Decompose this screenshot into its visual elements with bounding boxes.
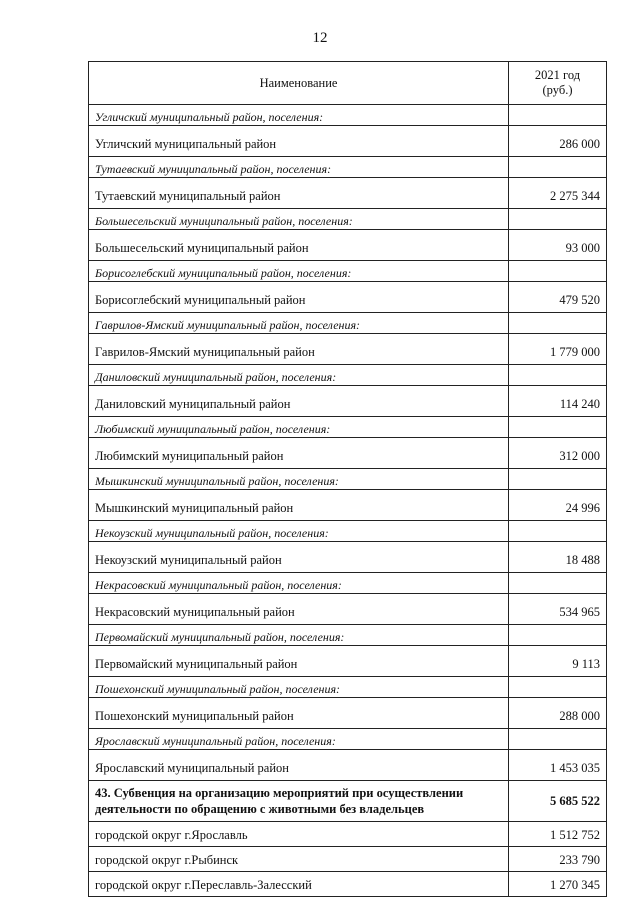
empty-value-cell xyxy=(509,573,607,594)
group-label: Даниловский муниципальный район, поселения: xyxy=(89,365,509,386)
empty-value-cell xyxy=(509,469,607,490)
city-name: городской округ г.Переславль-Залесский xyxy=(89,872,509,897)
empty-value-cell xyxy=(509,677,607,698)
district-row xyxy=(89,438,607,469)
city-name: городской округ г.Рыбинск xyxy=(89,847,509,872)
group-label: Тутаевский муниципальный район, поселения: xyxy=(89,157,509,178)
district-row xyxy=(89,230,607,261)
group-header-row xyxy=(89,469,607,490)
group-header-row xyxy=(89,365,607,386)
group-label: Мышкинский муниципальный район, поселения: xyxy=(89,469,509,490)
district-value: 286 000 xyxy=(509,126,607,157)
table-body xyxy=(89,105,607,897)
district-row xyxy=(89,490,607,521)
column-header-year-label: 2021 год xyxy=(534,68,581,82)
group-header-row xyxy=(89,209,607,230)
group-header-row xyxy=(89,677,607,698)
empty-value-cell xyxy=(509,729,607,750)
empty-value-cell xyxy=(509,313,607,334)
district-value: 18 488 xyxy=(509,542,607,573)
district-value: 312 000 xyxy=(509,438,607,469)
group-label: Ярославский муниципальный район, поселения: xyxy=(89,729,509,750)
subvention-title: 43. Субвенция на организацию мероприятий при осуществлении деятельности по обращению с животными без владельцев xyxy=(89,781,509,822)
district-name: Большесельский муниципальный район xyxy=(89,230,509,261)
district-name: Гаврилов-Ямский муниципальный район xyxy=(89,334,509,365)
city-value: 233 790 xyxy=(509,847,607,872)
district-value: 114 240 xyxy=(509,386,607,417)
district-row xyxy=(89,126,607,157)
empty-value-cell xyxy=(509,261,607,282)
group-label: Некрасовский муниципальный район, поселения: xyxy=(89,573,509,594)
column-header-year-unit: (руб.) xyxy=(542,83,573,97)
city-row xyxy=(89,822,607,847)
district-name: Любимский муниципальный район xyxy=(89,438,509,469)
district-row xyxy=(89,698,607,729)
city-value: 1 512 752 xyxy=(509,822,607,847)
group-label: Первомайский муниципальный район, поселения: xyxy=(89,625,509,646)
district-name: Угличский муниципальный район xyxy=(89,126,509,157)
city-row xyxy=(89,872,607,897)
district-row xyxy=(89,542,607,573)
group-header-row xyxy=(89,157,607,178)
district-row xyxy=(89,750,607,781)
district-value: 24 996 xyxy=(509,490,607,521)
group-header-row xyxy=(89,313,607,334)
group-header-row xyxy=(89,573,607,594)
district-value: 534 965 xyxy=(509,594,607,625)
district-row xyxy=(89,334,607,365)
group-header-row xyxy=(89,261,607,282)
district-row xyxy=(89,282,607,313)
page-number: 12 xyxy=(312,30,328,46)
district-row xyxy=(89,646,607,677)
group-label: Угличский муниципальный район, поселения: xyxy=(89,105,509,126)
city-value: 1 270 345 xyxy=(509,872,607,897)
district-name: Даниловский муниципальный район xyxy=(89,386,509,417)
subvention-row xyxy=(89,781,607,822)
district-name: Мышкинский муниципальный район xyxy=(89,490,509,521)
district-name: Борисоглебский муниципальный район xyxy=(89,282,509,313)
budget-table xyxy=(88,61,607,897)
empty-value-cell xyxy=(509,157,607,178)
district-value: 93 000 xyxy=(509,230,607,261)
district-value: 9 113 xyxy=(509,646,607,677)
empty-value-cell xyxy=(509,209,607,230)
city-name: городской округ г.Ярославль xyxy=(89,822,509,847)
district-value: 479 520 xyxy=(509,282,607,313)
district-value: 1 453 035 xyxy=(509,750,607,781)
district-name: Тутаевский муниципальный район xyxy=(89,178,509,209)
city-row xyxy=(89,847,607,872)
district-name: Некрасовский муниципальный район xyxy=(89,594,509,625)
column-header-name: Наименование xyxy=(89,62,509,105)
group-header-row xyxy=(89,521,607,542)
group-label: Большесельский муниципальный район, поселения: xyxy=(89,209,509,230)
group-header-row xyxy=(89,417,607,438)
group-header-row xyxy=(89,105,607,126)
subvention-value: 5 685 522 xyxy=(509,781,607,822)
empty-value-cell xyxy=(509,625,607,646)
district-name: Некоузский муниципальный район xyxy=(89,542,509,573)
group-header-row xyxy=(89,729,607,750)
district-row xyxy=(89,178,607,209)
district-row xyxy=(89,386,607,417)
district-row xyxy=(89,594,607,625)
group-label: Любимский муниципальный район, поселения: xyxy=(89,417,509,438)
empty-value-cell xyxy=(509,365,607,386)
group-label: Пошехонский муниципальный район, поселения: xyxy=(89,677,509,698)
district-name: Первомайский муниципальный район xyxy=(89,646,509,677)
group-header-row xyxy=(89,625,607,646)
group-label: Гаврилов-Ямский муниципальный район, поселения: xyxy=(89,313,509,334)
empty-value-cell xyxy=(509,521,607,542)
table-header-row xyxy=(89,62,607,105)
group-label: Некоузский муниципальный район, поселения: xyxy=(89,521,509,542)
group-label: Борисоглебский муниципальный район, поселения: xyxy=(89,261,509,282)
district-value: 2 275 344 xyxy=(509,178,607,209)
empty-value-cell xyxy=(509,105,607,126)
district-name: Ярославский муниципальный район xyxy=(89,750,509,781)
empty-value-cell xyxy=(509,417,607,438)
district-value: 1 779 000 xyxy=(509,334,607,365)
district-value: 288 000 xyxy=(509,698,607,729)
column-header-year xyxy=(509,62,607,105)
district-name: Пошехонский муниципальный район xyxy=(89,698,509,729)
